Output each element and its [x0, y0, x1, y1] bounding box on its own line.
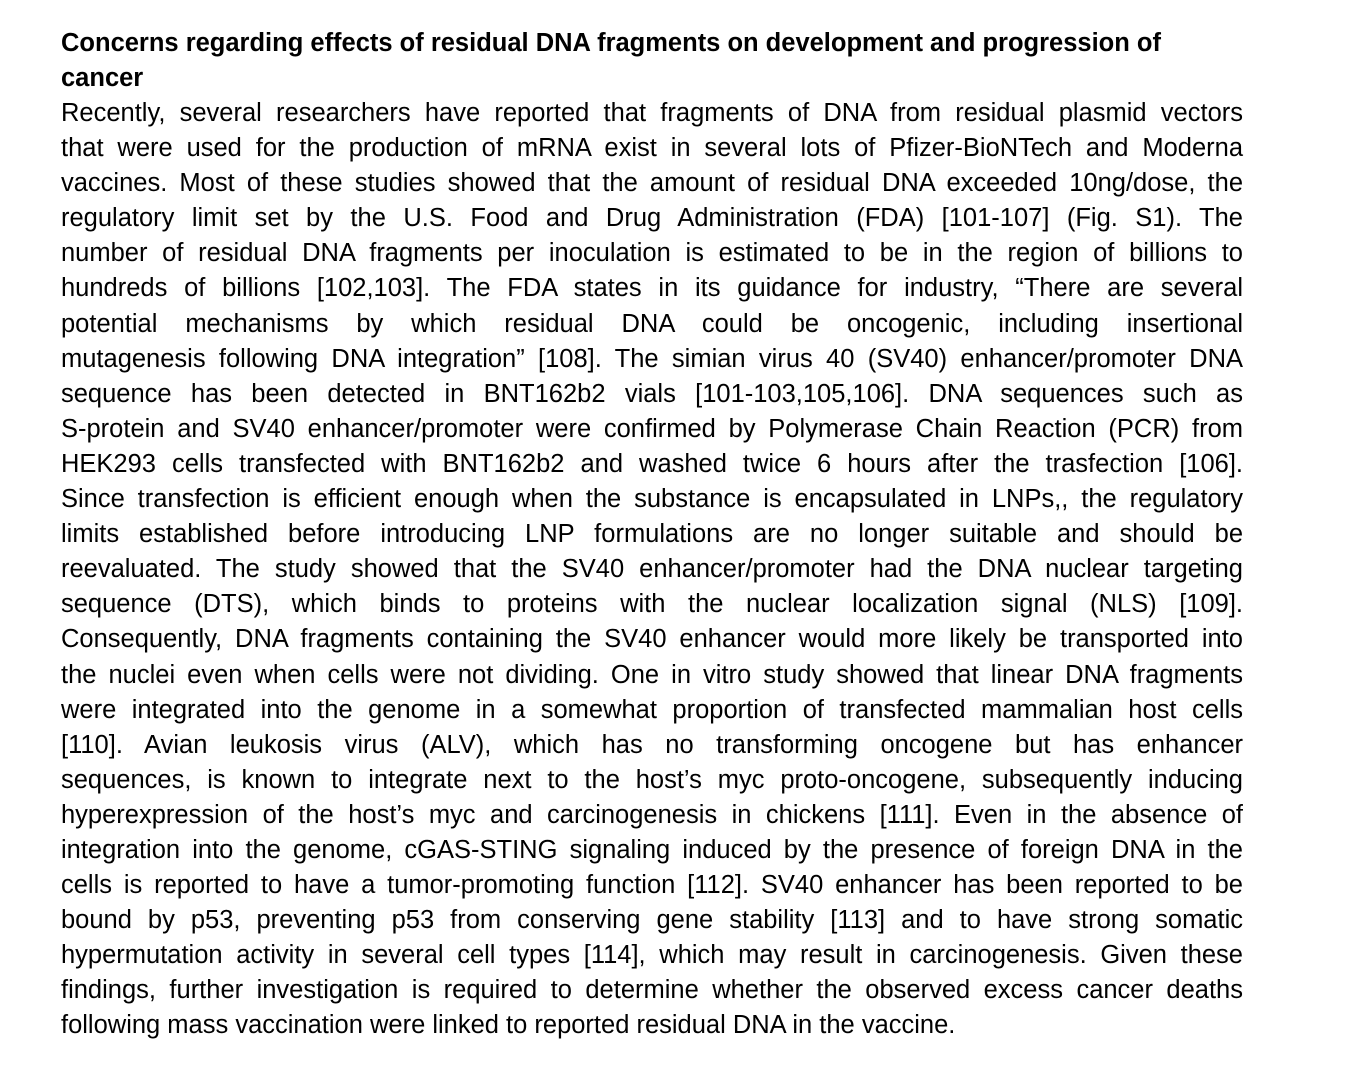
- body-paragraph: [61, 96, 1243, 1044]
- paragraph-line: mutagenesis following DNA integration” [108]. The simian virus 40 (SV40) enhancer/promoter DNA: [61, 344, 1243, 373]
- paragraph-line: [110]. Avian leukosis virus (ALV), which has no transforming oncogene but has enhancer: [61, 730, 1243, 759]
- paragraph-line: Consequently, DNA fragments containing the SV40 enhancer would more likely be transported into: [61, 625, 1243, 654]
- paragraph-line: hypermutation activity in several cell types [114], which may result in carcinogenesis. Given these: [61, 941, 1243, 970]
- paragraph-line: number of residual DNA fragments per inoculation is estimated to be in the region of billions to: [61, 239, 1243, 268]
- document-page: [61, 26, 1243, 1044]
- paragraph-line: reevaluated. The study showed that the SV40 enhancer/promoter had the DNA nuclear targeting: [61, 555, 1243, 584]
- paragraph-line: hundreds of billions [102,103]. The FDA states in its guidance for industry, “There are several: [61, 274, 1243, 303]
- paragraph-line: vaccines. Most of these studies showed that the amount of residual DNA exceeded 10ng/dose, the: [61, 169, 1243, 198]
- section-heading-line: Concerns regarding effects of residual DNA fragments on development and progression of: [61, 29, 1161, 57]
- paragraph-line: hyperexpression of the host’s myc and carcinogenesis in chickens [111]. Even in the absence of: [61, 800, 1243, 829]
- paragraph-line: integration into the genome, cGAS‑STING signaling induced by the presence of foreign DNA in the: [61, 835, 1243, 864]
- paragraph-line: bound by p53, preventing p53 from conserving gene stability [113] and to have strong somatic: [61, 906, 1243, 935]
- paragraph-line: Recently, several researchers have reported that fragments of DNA from residual plasmid vectors: [61, 99, 1243, 127]
- paragraph-line: sequences, is known to integrate next to the host’s myc proto-oncogene, subsequently inducing: [61, 765, 1243, 794]
- paragraph-line: limits established before introducing LNP formulations are no longer suitable and should be: [61, 520, 1243, 549]
- paragraph-line: the nuclei even when cells were not dividing. One in vitro study showed that linear DNA fragments: [61, 660, 1243, 689]
- paragraph-line: potential mechanisms by which residual DNA could be oncogenic, including insertional: [61, 309, 1243, 338]
- paragraph-line: HEK293 cells transfected with BNT162b2 and washed twice 6 hours after the trasfection [106].: [61, 449, 1243, 478]
- paragraph-line: sequence (DTS), which binds to proteins with the nuclear localization signal (NLS) [109].: [61, 590, 1243, 619]
- paragraph-line: were integrated into the genome in a somewhat proportion of transfected mammalian host cells: [61, 695, 1243, 724]
- paragraph-line: Since transfection is efficient enough when the substance is encapsulated in LNPs,, the regulatory: [61, 485, 1243, 514]
- paragraph-line: findings, further investigation is required to determine whether the observed excess cancer deaths: [61, 976, 1243, 1005]
- section-heading-line: cancer: [61, 64, 144, 92]
- paragraph-line: sequence has been detected in BNT162b2 vials [101-103,105,106]. DNA sequences such as: [61, 379, 1243, 408]
- paragraph-line: following mass vaccination were linked to reported residual DNA in the vaccine.: [61, 1011, 956, 1040]
- paragraph-line: that were used for the production of mRNA exist in several lots of Pfizer-BioNTech and Moderna: [61, 134, 1243, 163]
- paragraph-line: cells is reported to have a tumor-promoting function [112]. SV40 enhancer has been reported to be: [61, 871, 1243, 900]
- paragraph-line: S-protein and SV40 enhancer/promoter were confirmed by Polymerase Chain Reaction (PCR) from: [61, 414, 1243, 443]
- paragraph-line: regulatory limit set by the U.S. Food and Drug Administration (FDA) [101-107] (Fig. S1). The: [61, 204, 1243, 233]
- section-heading: [61, 26, 1243, 96]
